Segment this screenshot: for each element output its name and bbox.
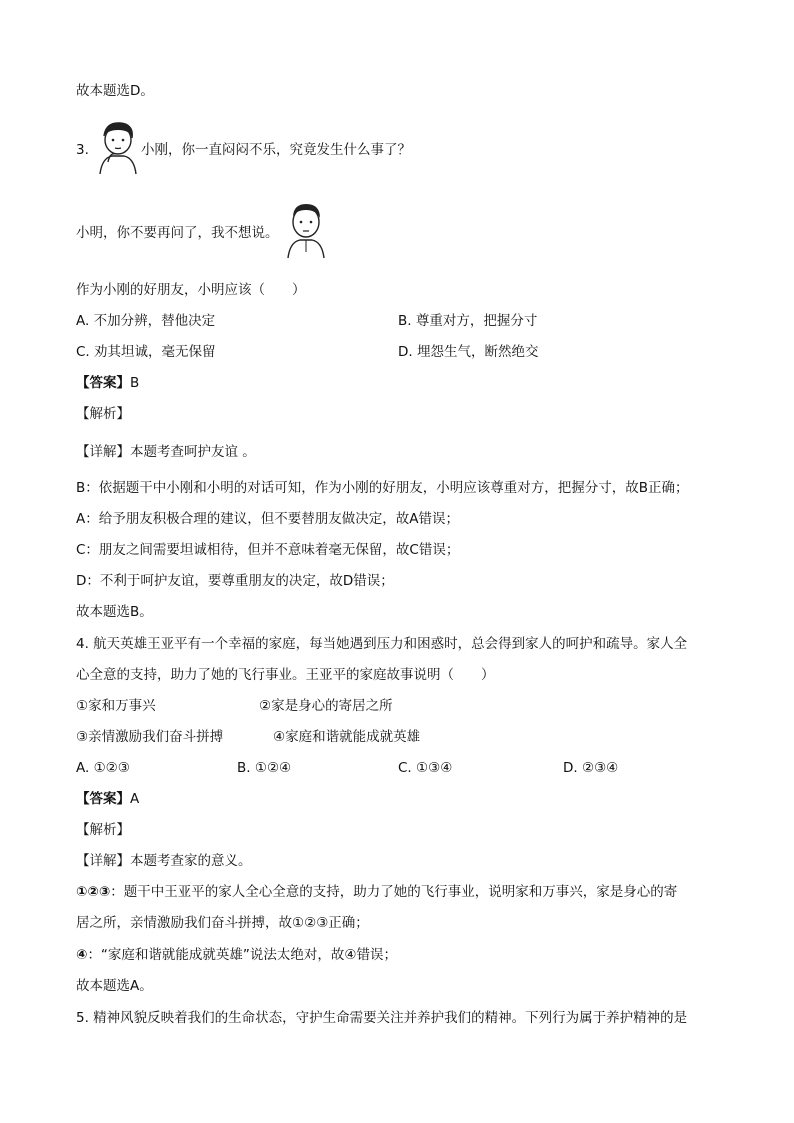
- q4-item-1: ①家和万事兴: [76, 698, 156, 714]
- q3-option-d: D. 埋怨生气，断然绝交: [398, 344, 539, 360]
- q4-analysis-line: [76, 883, 677, 901]
- q4-detail: 本题考查家的意义。: [130, 853, 252, 869]
- q3-analysis-line: C：朋友之间需要坦诚相待，但并不意味着毫无保留，故C错误；: [76, 542, 460, 558]
- q4-stem-line2: 心全意的支持，助力了她的飞行事业。王亚平的家庭故事说明（ ）: [76, 667, 495, 683]
- boy-refusing-illustration: [284, 200, 328, 260]
- q3-analysis-line: B：依据题干中小刚和小明的对话可知，作为小刚的好朋友，小明应该尊重对方，把握分寸，故B正确；: [76, 480, 689, 496]
- q3-answer-row: [76, 374, 139, 392]
- q3-detail-row: [76, 443, 256, 461]
- q3-analysis-line: A：给予朋友积极合理的建议，但不要替朋友做决定，故A错误；: [76, 511, 459, 527]
- q4-analysis-text: ：“家庭和谐就能成就英雄”说法太绝对，故④错误；: [87, 947, 398, 963]
- q4-option-d: D. ②③④: [563, 760, 619, 776]
- q4-option-c: C. ①③④: [398, 760, 453, 776]
- q4-item-4: ④家庭和谐就能成就英雄: [273, 729, 421, 745]
- q4-answer-row: [76, 790, 139, 808]
- q4-stem-line1: 4. 航天英雄王亚平有一个幸福的家庭，每当她遇到压力和困惑时，总会得到家人的呵护和疏导。家人全: [76, 636, 688, 652]
- boy-thinking-illustration: [94, 118, 140, 176]
- q3-number: 3.: [76, 142, 89, 158]
- q3-conclusion: 故本题选B。: [76, 604, 153, 620]
- q4-detail-tag: 【详解】: [76, 853, 130, 869]
- q4-analysis-text: ：题干中王亚平的家人全心全意的支持，助力了她的飞行事业，说明家和万事兴，家是身心的寄: [110, 884, 678, 900]
- q4-answer-tag: 【答案】: [76, 791, 130, 807]
- q4-option-a: A. ①②③: [76, 760, 130, 776]
- q3-answer: B: [130, 375, 140, 391]
- q4-marks: ④: [76, 947, 88, 963]
- q2-conclusion: 故本题选D。: [76, 83, 154, 99]
- q4-answer: A: [130, 791, 140, 807]
- q3-option-c: C. 劝其坦诚，毫无保留: [76, 344, 216, 360]
- q4-item-2: ②家是身心的寄居之所: [259, 698, 393, 714]
- q4-analysis-line: 居之所，亲情激励我们奋斗拼搏，故①②③正确；: [76, 915, 369, 931]
- q4-marks: ①②③: [76, 884, 111, 900]
- q5-stem: 5. 精神风貌反映着我们的生命状态，守护生命需要关注并养护我们的精神。下列行为属于养护精神的是: [76, 1010, 688, 1026]
- q3-analysis-line: D：不利于呵护友谊，要尊重朋友的决定，故D错误；: [76, 573, 394, 589]
- q3-answer-tag: 【答案】: [76, 375, 130, 391]
- q4-analysis-line: [76, 946, 397, 964]
- q3-analysis-tag: 【解析】: [76, 406, 130, 422]
- q4-analysis-tag: 【解析】: [76, 822, 130, 838]
- q3-stem: 作为小刚的好朋友，小明应该（ ）: [76, 282, 306, 298]
- q3-option-a: A. 不加分辨，替他决定: [76, 313, 216, 329]
- q4-item-3: ③亲情激励我们奋斗拼搏: [76, 729, 224, 745]
- q3-detail-tag: 【详解】: [76, 444, 130, 460]
- q4-detail-row: [76, 852, 252, 870]
- q4-conclusion: 故本题选A。: [76, 978, 153, 994]
- q3-option-b: B. 尊重对方，把握分寸: [398, 313, 538, 329]
- q4-option-b: B. ①②④: [237, 760, 292, 776]
- q3-speech-xiaoming: 小明，你不要再问了，我不想说。: [76, 225, 279, 241]
- q3-speech-xiaogang: 小刚，你一直闷闷不乐，究竟发生什么事了？: [141, 142, 411, 158]
- q3-detail: 本题考查呵护友谊 。: [130, 444, 256, 460]
